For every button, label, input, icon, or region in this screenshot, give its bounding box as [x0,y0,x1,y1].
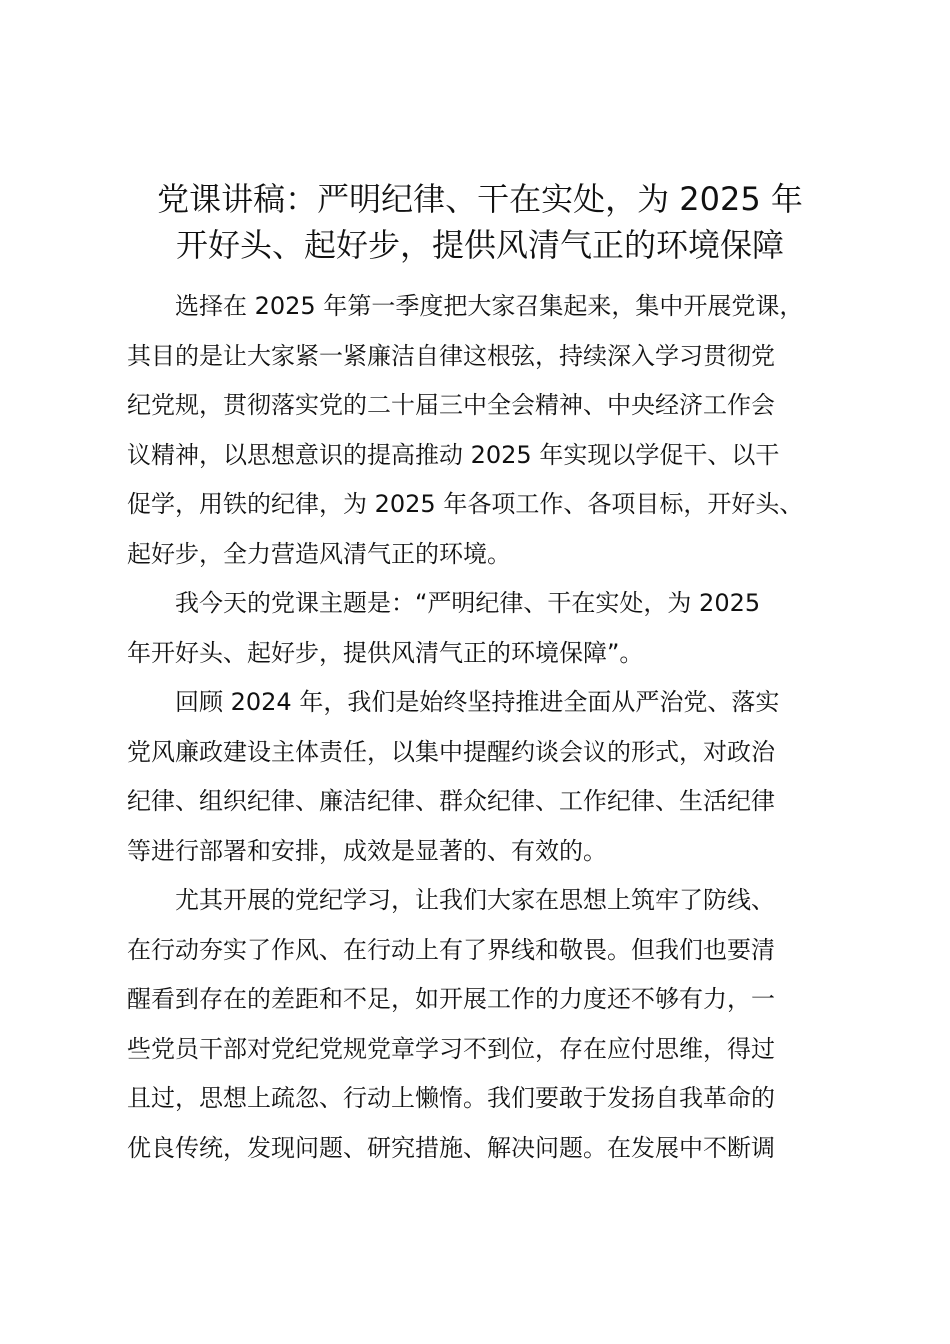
paragraph-line: 选择在 2025 年第一季度把大家召集起来，集中开展党课， [175,292,804,320]
paragraph-line: 在行动夯实了作风、在行动上有了界线和敬畏。但我们也要清 [127,935,775,964]
paragraph-3 [127,678,847,876]
paragraph-line: 年开好头、起好步，提供风清气正的环境保障”。 [127,638,644,667]
title-line-2: 开好头、起好步，提供风清气正的环境保障 [175,226,784,264]
paragraph-line: 党风廉政建设主体责任，以集中提醒约谈会议的形式，对政治 [127,737,775,766]
document-body [127,282,847,1173]
paragraph-line: 回顾 2024 年，我们是始终坚持推进全面从严治党、落实 [175,688,780,716]
paragraph-line: 醒看到存在的差距和不足，如开展工作的力度还不够有力，一 [127,985,775,1013]
paragraph-line: 其目的是让大家紧一紧廉洁自律这根弦，持续深入学习贯彻党 [127,341,775,370]
paragraph-line: 我今天的党课主题是：“严明纪律、干在实处，为 2025 [175,589,761,617]
paragraph-line: 议精神，以思想意识的提高推动 2025 年实现以学促干、以干 [127,440,780,469]
paragraph-1 [127,282,847,579]
paragraph-line: 些党员干部对党纪党规党章学习不到位，存在应付思维，得过 [127,1034,775,1063]
title-line-1: 党课讲稿：严明纪律、干在实处，为 2025 年 [157,180,803,218]
paragraph-4 [127,876,847,1173]
paragraph-line: 纪律、组织纪律、廉洁纪律、群众纪律、工作纪律、生活纪律 [127,787,775,815]
paragraph-line: 优良传统，发现问题、研究措施、解决问题。在发展中不断调 [127,1133,775,1162]
paragraph-line: 促学，用铁的纪律，为 2025 年各项工作、各项目标，开好头、 [127,490,804,518]
paragraph-line: 纪党规，贯彻落实党的二十届三中全会精神、中央经济工作会 [127,391,775,419]
paragraph-line: 且过，思想上疏忽、行动上懒惰。我们要敢于发扬自我革命的 [127,1084,775,1112]
paragraph-line: 尤其开展的党纪学习，让我们大家在思想上筑牢了防线、 [175,886,775,914]
paragraph-line: 起好步，全力营造风清气正的环境。 [127,539,511,568]
paragraph-2 [127,579,847,678]
paragraph-line: 等进行部署和安排，成效是显著的、有效的。 [127,836,607,865]
document-title [100,176,860,268]
